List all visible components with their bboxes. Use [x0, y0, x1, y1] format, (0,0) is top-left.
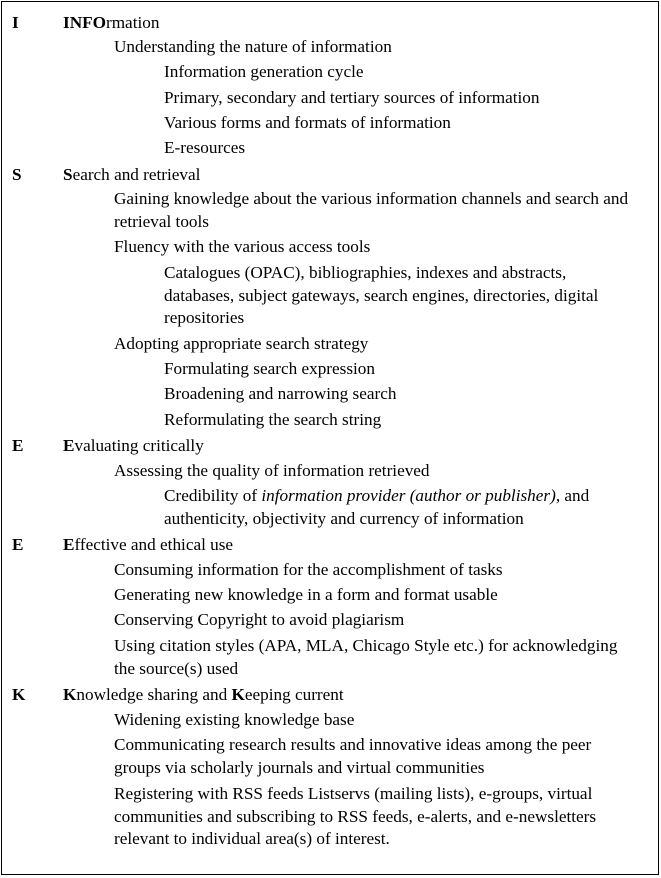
credibility-suffix: , and authenticity, objectivity and currency of information [164, 486, 590, 528]
sub-list-item: Information generation cycle [164, 62, 364, 81]
sub-list-item: Primary, secondary and tertiary sources of information [164, 88, 540, 107]
credibility-prefix: Credibility of [164, 486, 262, 505]
heading-rest: earch and retrieval [72, 165, 201, 184]
sub-list-item: Various forms and formats of information [164, 113, 451, 132]
section-knowledge [2, 2, 658, 874]
section-letter: E [12, 535, 24, 554]
list-item: Gaining knowledge about the various information channels and search and retrieval tools [114, 189, 629, 231]
list-item: Widening existing knowledge base [114, 710, 355, 729]
heading-bold: E [63, 436, 75, 455]
list-item: Assessing the quality of information retrieved [114, 461, 430, 480]
section-letter: E [12, 436, 24, 455]
list-item: Fluency with the various access tools [114, 237, 371, 256]
heading-bold: S [63, 165, 73, 184]
section-letter: S [12, 165, 22, 184]
heading-rest: ffective and ethical use [74, 535, 234, 554]
list-item: Communicating research results and innovative ideas among the peer groups via scholarly journals and virtual communities [114, 735, 592, 777]
heading-bold: INFO [63, 13, 106, 32]
section-letter: I [12, 13, 19, 32]
heading-rest: eeping current [244, 685, 344, 704]
heading-rest: rmation [105, 13, 160, 32]
sub-list-item: Reformulating the search string [164, 410, 382, 429]
heading-mid: nowledge sharing and [76, 685, 232, 704]
outline-box [1, 1, 659, 875]
sub-list-item: E-resources [164, 138, 246, 157]
list-item: Using citation styles (APA, MLA, Chicago Style etc.) for acknowledging the source(s) used [114, 636, 618, 678]
sub-list-item: Formulating search expression [164, 359, 375, 378]
section-heading [63, 682, 344, 707]
list-item: Understanding the nature of information [114, 37, 392, 56]
list-item: Adopting appropriate search strategy [114, 334, 369, 353]
section-letter: K [12, 685, 26, 704]
list-item: Generating new knowledge in a form and format usable [114, 585, 498, 604]
heading-bold-second: K [231, 685, 245, 704]
heading-bold: K [63, 685, 77, 704]
list-item: Consuming information for the accomplishment of tasks [114, 560, 503, 579]
credibility-italic: information provider (author or publisher) [261, 486, 556, 505]
list-item: Registering with RSS feeds Listservs (mailing lists), e-groups, virtual communities and subscribing to RSS feeds, e-alerts, and e-newsletters relevant to individual area(s) of interest. [114, 784, 597, 848]
heading-rest: valuating critically [74, 436, 204, 455]
sub-list-item: Catalogues (OPAC), bibliographies, indexes and abstracts, databases, subject gateways, search engines, directories, digital repositories [164, 263, 599, 327]
sub-list-item: Broadening and narrowing search [164, 384, 397, 403]
list-item: Conserving Copyright to avoid plagiarism [114, 610, 405, 629]
heading-bold: E [63, 535, 75, 554]
